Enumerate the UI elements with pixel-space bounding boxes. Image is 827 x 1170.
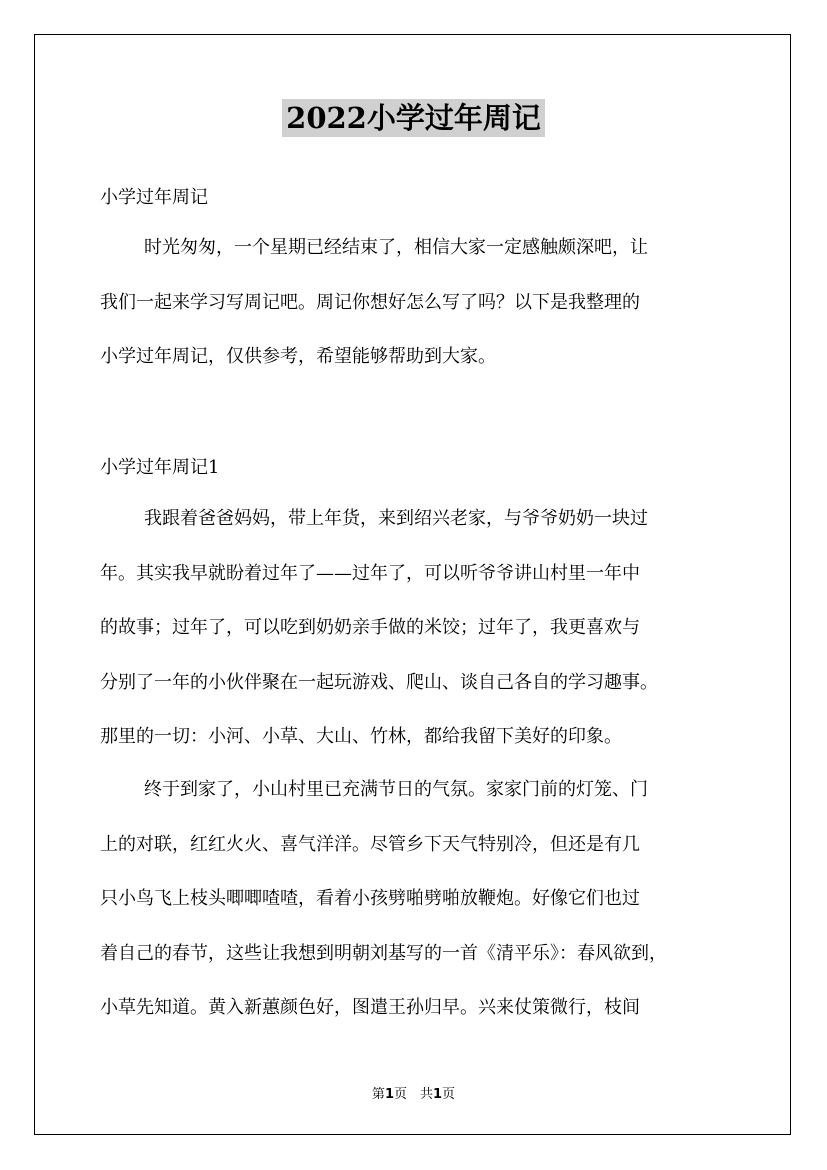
document-title-wrap [0,96,827,137]
page-number: 1 [384,1087,394,1102]
text-line: 那里的一切：小河、小草、大山、竹林，都给我留下美好的印象。 [100,726,622,747]
document-title: 2022小学过年周记 [282,99,545,137]
entry-paragraph-2 [100,778,732,1051]
page-footer [0,1083,827,1102]
page-total: 1 [433,1087,443,1102]
text-line: 年。其实我早就盼着过年了——过年了，可以听爷爷讲山村里一年中 [100,562,640,584]
section-heading: 小学过年周记 [100,187,208,208]
text-line: 只小鸟飞上枝头唧唧喳喳，看着小孩劈啪劈啪放鞭炮。好像它们也过 [100,888,640,909]
text-line: 分别了一年的小伙伴聚在一起玩游戏、爬山、谈自己各自的学习趣事。 [100,671,658,693]
entry-paragraph-1 [100,507,732,780]
text-line: 我跟着爸爸妈妈，带上年货，来到绍兴老家，与爷爷奶奶一块过 [144,508,648,529]
text-line: 着自己的春节，这些让我想到明朝刘基写的一首《清平乐》：春风欲到， [100,942,667,964]
page-prefix: 第 [371,1087,385,1102]
text-line: 时光匆匆，一个星期已经结束了，相信大家一定感触颇深吧，让 [144,237,648,258]
text-line: 的故事；过年了，可以吃到奶奶亲手做的米饺；过年了，我更喜欢与 [100,617,640,638]
text-line: 小草先知道。黄入新蕙颜色好，图遣王孙归早。兴来仗策微行，枝间 [100,997,640,1018]
text-line: 终于到家了，小山村里已充满节日的气氛。家家门前的灯笼、门 [144,779,648,800]
page-mid: 页 共 [393,1087,433,1102]
text-line: 上的对联，红红火火、喜气洋洋。尽管乡下天气特别冷，但还是有几 [100,833,640,855]
text-line: 我们一起来学习写周记吧。周记你想好怎么写了吗？以下是我整理的 [100,291,640,313]
entry-heading: 小学过年周记1 [100,457,220,478]
page-suffix: 页 [442,1087,456,1102]
text-line: 小学过年周记，仅供参考，希望能够帮助到大家。 [100,346,496,367]
intro-paragraph [100,236,732,400]
